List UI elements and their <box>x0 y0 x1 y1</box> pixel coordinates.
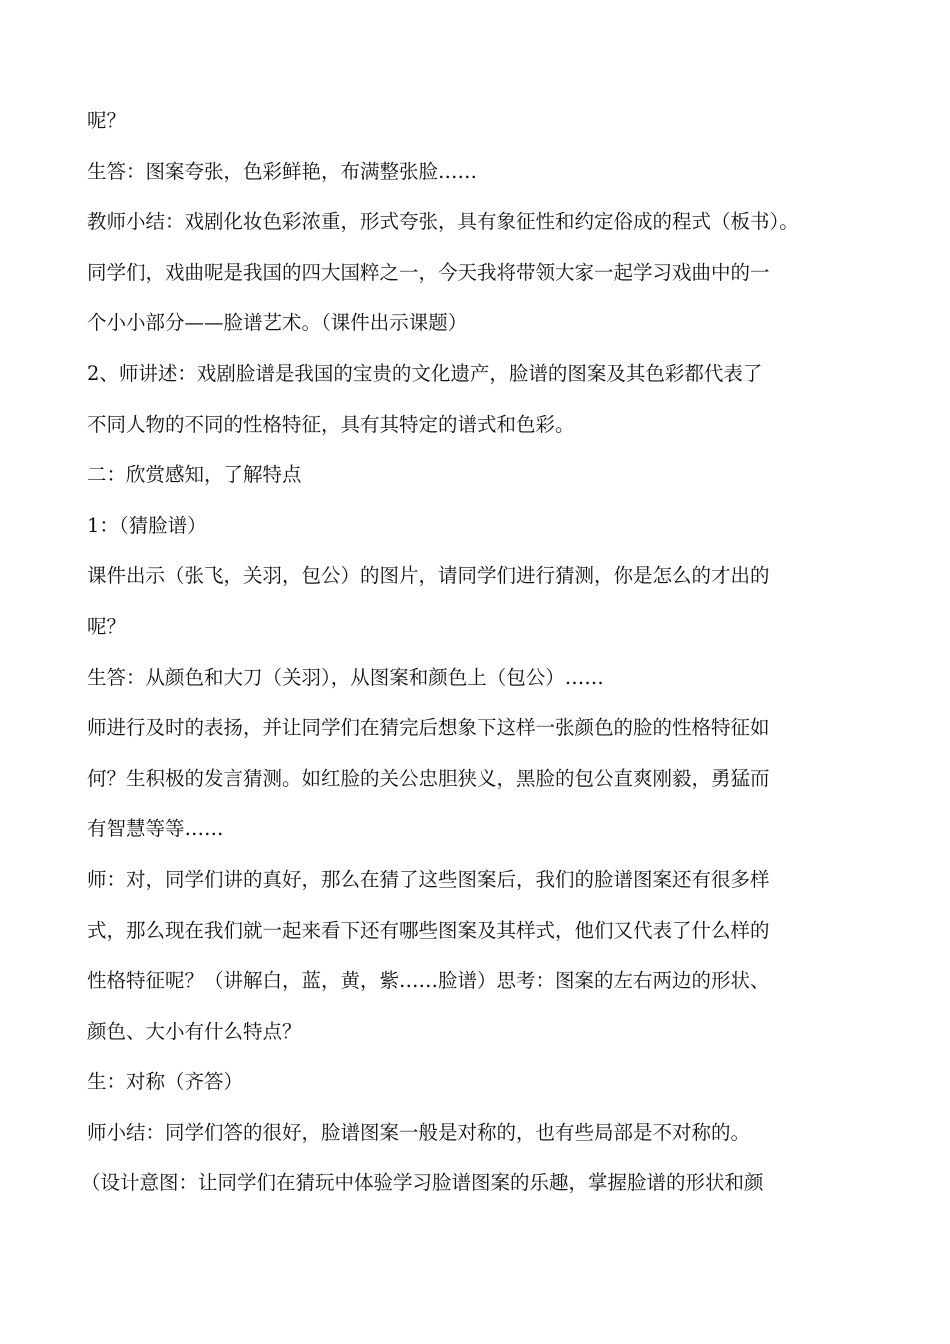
text-line: 同学们，戏曲呢是我国的四大国粹之一，今天我将带领大家一起学习戏曲中的一 <box>87 260 770 284</box>
text-line: （设计意图：让同学们在猜玩中体验学习脸谱图案的乐趣，掌握脸谱的形状和颜 <box>81 1171 764 1195</box>
text-line: 1：（猜脸谱） <box>87 513 207 537</box>
text-line: 师：对，同学们讲的真好，那么在猜了这些图案后，我们的脸谱图案还有很多样 <box>87 867 770 891</box>
text-line: 课件出示（张飞，关羽，包公）的图片，请同学们进行猜测，你是怎么的才出的 <box>87 564 770 588</box>
text-line: 教师小结：戏剧化妆色彩浓重，形式夸张，具有象征性和约定俗成的程式（板书）。 <box>87 210 799 234</box>
text-line: 何？生积极的发言猜测。如红脸的关公忠胆狭义，黑脸的包公直爽刚毅，勇猛而 <box>87 766 770 790</box>
text-line: 生答：图案夸张，色彩鲜艳，布满整张脸…… <box>87 159 478 183</box>
text-line: 性格特征呢？（讲解白，蓝，黄，紫……脸谱）思考：图案的左右两边的形状、 <box>87 969 770 993</box>
text-line: 不同人物的不同的性格特征，具有其特定的谱式和色彩。 <box>87 412 575 436</box>
text-line: 呢？ <box>87 109 127 132</box>
document-body <box>81 96 877 1209</box>
text-line: 颜色、大小有什么特点？ <box>87 1019 302 1043</box>
text-line: 个小小部分——脸谱艺术。（课件出示课题） <box>87 311 468 335</box>
text-line: 式，那么现在我们就一起来看下还有哪些图案及其样式，他们又代表了什么样的 <box>87 918 770 942</box>
text-line: 生答：从颜色和大刀（关羽），从图案和颜色上（包公）…… <box>87 665 604 689</box>
text-line: 2、师讲述：戏剧脸谱是我国的宝贵的文化遗产，脸谱的图案及其色彩都代表了 <box>87 361 763 385</box>
text-line: 师小结：同学们答的很好，脸谱图案一般是对称的，也有些局部是不对称的。 <box>87 1120 751 1144</box>
text-line: 有智慧等等…… <box>87 817 224 841</box>
text-line: 师进行及时的表扬，并让同学们在猜完后想象下这样一张颜色的脸的性格特征如 <box>87 716 770 740</box>
text-line: 二：欣赏感知，了解特点 <box>87 463 302 487</box>
text-line: 呢？ <box>87 614 127 638</box>
text-line: 生：对称（齐答） <box>87 1070 244 1094</box>
